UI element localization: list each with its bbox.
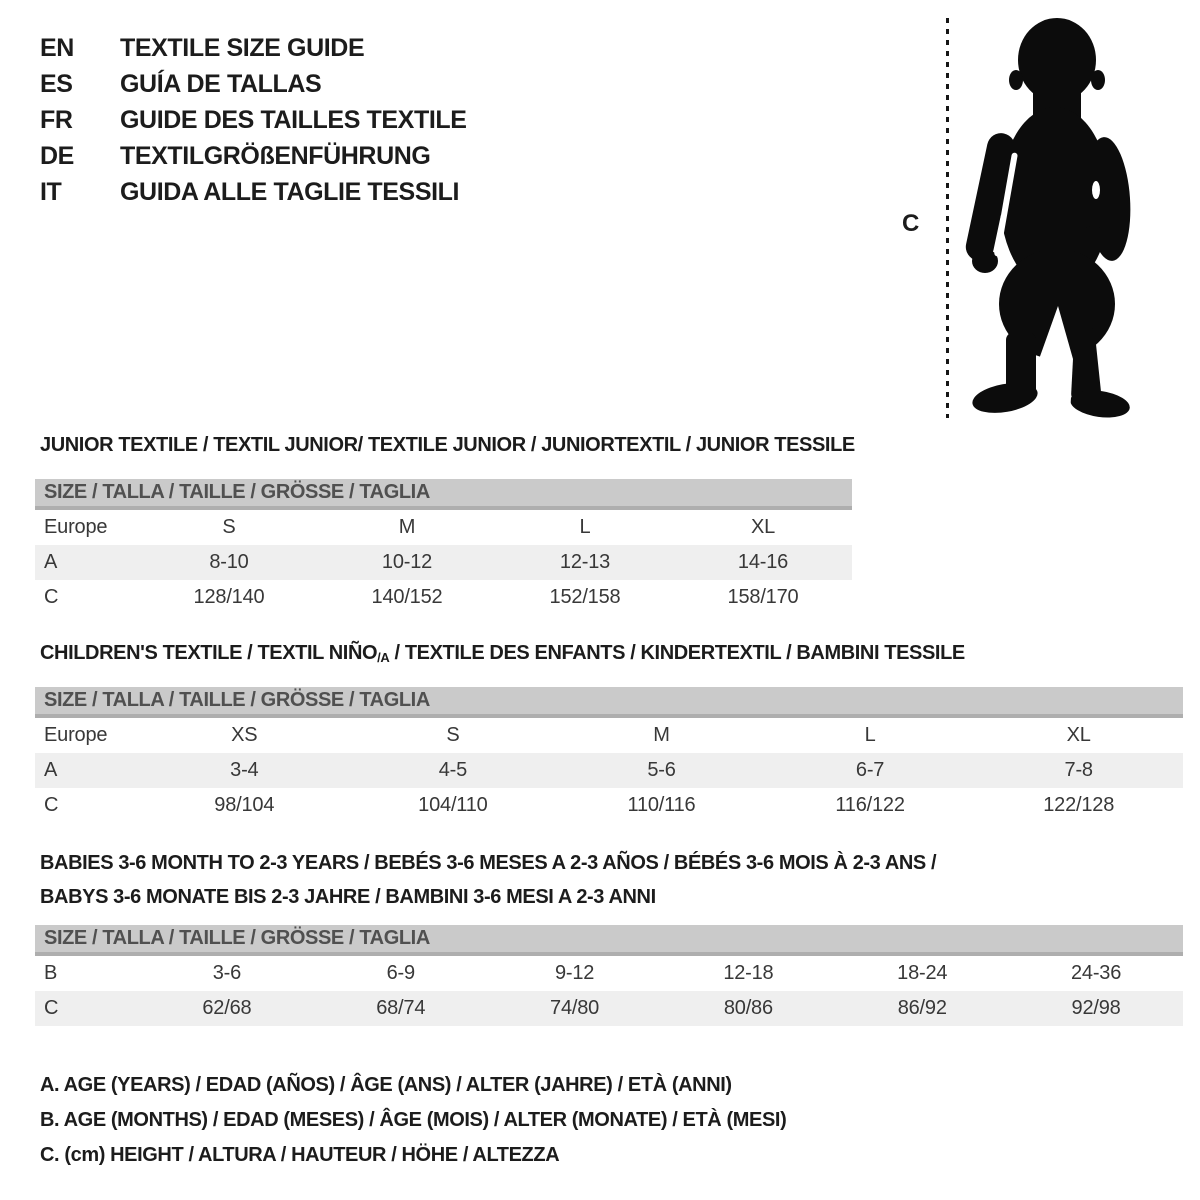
cell-value: 92/98 xyxy=(1071,997,1121,1019)
children-section-title xyxy=(40,642,965,665)
language-code: EN xyxy=(40,34,74,62)
cell-value: 86/92 xyxy=(897,997,947,1019)
cell-value: 152/158 xyxy=(549,586,621,608)
cell-value: M xyxy=(653,724,670,746)
cell-value: 18-24 xyxy=(897,962,948,984)
table-row xyxy=(35,753,1183,788)
language-guide-title: GUIDA ALLE TAGLIE TESSILI xyxy=(120,178,460,206)
legend-line: C. (cm) HEIGHT / ALTURA / HAUTEUR / HÖHE / ALTEZZA xyxy=(40,1144,560,1166)
table-row xyxy=(35,956,1183,991)
cell-value: S xyxy=(446,724,460,746)
babies-title-line1: BABIES 3-6 MONTH TO 2-3 YEARS / BEBÉS 3-6 MESES A 2-3 AÑOS / BÉBÉS 3-6 MOIS À 2-3 ANS / xyxy=(40,852,937,874)
children-table-header: SIZE / TALLA / TAILLE / GRÖSSE / TAGLIA xyxy=(35,687,1183,718)
cell-value: S xyxy=(222,516,236,538)
cell-value: 4-5 xyxy=(438,759,468,781)
cell-value: 74/80 xyxy=(550,997,600,1019)
cell-value: 12-18 xyxy=(723,962,774,984)
cell-value: 116/122 xyxy=(835,794,905,816)
cell-value: 7-8 xyxy=(1064,759,1093,781)
babies-section-title xyxy=(40,846,936,914)
cell-value: 3-4 xyxy=(230,759,259,781)
row-label: C xyxy=(44,586,59,608)
cell-value: 110/116 xyxy=(627,794,696,816)
cell-value: 128/140 xyxy=(193,586,265,608)
cell-value: 140/152 xyxy=(371,586,443,608)
cell-value: XS xyxy=(231,724,258,746)
measure-legend xyxy=(40,1068,786,1173)
cell-value: XL xyxy=(1066,724,1091,746)
children-size-table xyxy=(35,687,1183,823)
babies-size-table xyxy=(35,925,1183,1026)
language-guide-title: TEXTILGRÖßENFÜHRUNG xyxy=(120,142,431,170)
language-guide-title: TEXTILE SIZE GUIDE xyxy=(120,34,365,62)
figure-area xyxy=(0,0,1200,430)
babies-table-header: SIZE / TALLA / TAILLE / GRÖSSE / TAGLIA xyxy=(35,925,1183,956)
cell-value: 80/86 xyxy=(723,997,773,1019)
row-label: B xyxy=(44,962,58,984)
babies-title-line2: BABYS 3-6 MONATE BIS 2-3 JAHRE / BAMBINI 3-6 MESI A 2-3 ANNI xyxy=(40,886,656,908)
cell-value: 122/128 xyxy=(1043,794,1115,816)
table-row xyxy=(35,718,1183,753)
cell-value: 14-16 xyxy=(737,551,789,573)
cell-value: 8-10 xyxy=(209,551,249,573)
language-code: IT xyxy=(40,178,62,206)
cell-value: 5-6 xyxy=(647,759,676,781)
cell-value: 98/104 xyxy=(214,794,275,816)
junior-section-title: JUNIOR TEXTILE / TEXTIL JUNIOR/ TEXTILE JUNIOR / JUNIORTEXTIL / JUNIOR TESSILE xyxy=(40,434,855,456)
cell-value: 9-12 xyxy=(554,962,595,984)
height-measure-dashed-line xyxy=(946,18,949,418)
row-label: Europe xyxy=(44,724,108,746)
cell-value: 6-9 xyxy=(386,962,415,984)
cell-value: 68/74 xyxy=(376,997,426,1019)
language-code: FR xyxy=(40,106,73,134)
cell-value: 104/110 xyxy=(418,794,488,816)
cell-value: L xyxy=(579,516,591,538)
cell-value: 12-13 xyxy=(559,551,611,573)
legend-line: B. AGE (MONTHS) / EDAD (MESES) / ÂGE (MOIS) / ALTER (MONATE) / ETÀ (MESI) xyxy=(40,1109,787,1131)
row-label: A xyxy=(44,551,58,573)
language-code: ES xyxy=(40,70,73,98)
table-row xyxy=(35,510,852,545)
table-row xyxy=(35,545,852,580)
cell-value: 6-7 xyxy=(855,759,885,781)
language-guide-title: GUIDE DES TAILLES TEXTILE xyxy=(120,106,467,134)
row-label: Europe xyxy=(44,516,108,538)
table-row xyxy=(35,580,852,615)
cell-value: 158/170 xyxy=(727,586,799,608)
children-title-main: CHILDREN'S TEXTILE / TEXTIL NIÑO xyxy=(40,642,378,664)
cell-value: 62/68 xyxy=(202,997,252,1019)
language-code: DE xyxy=(40,142,74,170)
cell-value: XL xyxy=(750,516,776,538)
children-title-rest: / TEXTILE DES ENFANTS / KINDERTEXTIL / BAMBINI TESSILE xyxy=(389,642,965,664)
cell-value: 24-36 xyxy=(1070,962,1122,984)
table-row xyxy=(35,991,1183,1026)
cell-value: L xyxy=(864,724,876,746)
legend-line: A. AGE (YEARS) / EDAD (AÑOS) / ÂGE (ANS) / ALTER (JAHRE) / ETÀ (ANNI) xyxy=(40,1074,732,1096)
junior-table-header: SIZE / TALLA / TAILLE / GRÖSSE / TAGLIA xyxy=(35,479,852,510)
row-label: C xyxy=(44,997,59,1019)
table-row xyxy=(35,788,1183,823)
row-label: C xyxy=(44,794,59,816)
cell-value: M xyxy=(398,516,416,538)
children-title-subscript: /A xyxy=(377,650,390,665)
row-label: A xyxy=(44,759,58,781)
toddler-silhouette-icon xyxy=(958,14,1143,419)
cell-value: 10-12 xyxy=(381,551,433,573)
junior-size-table xyxy=(35,479,852,615)
language-guide-title: GUÍA DE TALLAS xyxy=(120,70,322,98)
height-measure-label: C xyxy=(902,210,920,237)
cell-value: 3-6 xyxy=(212,962,242,984)
